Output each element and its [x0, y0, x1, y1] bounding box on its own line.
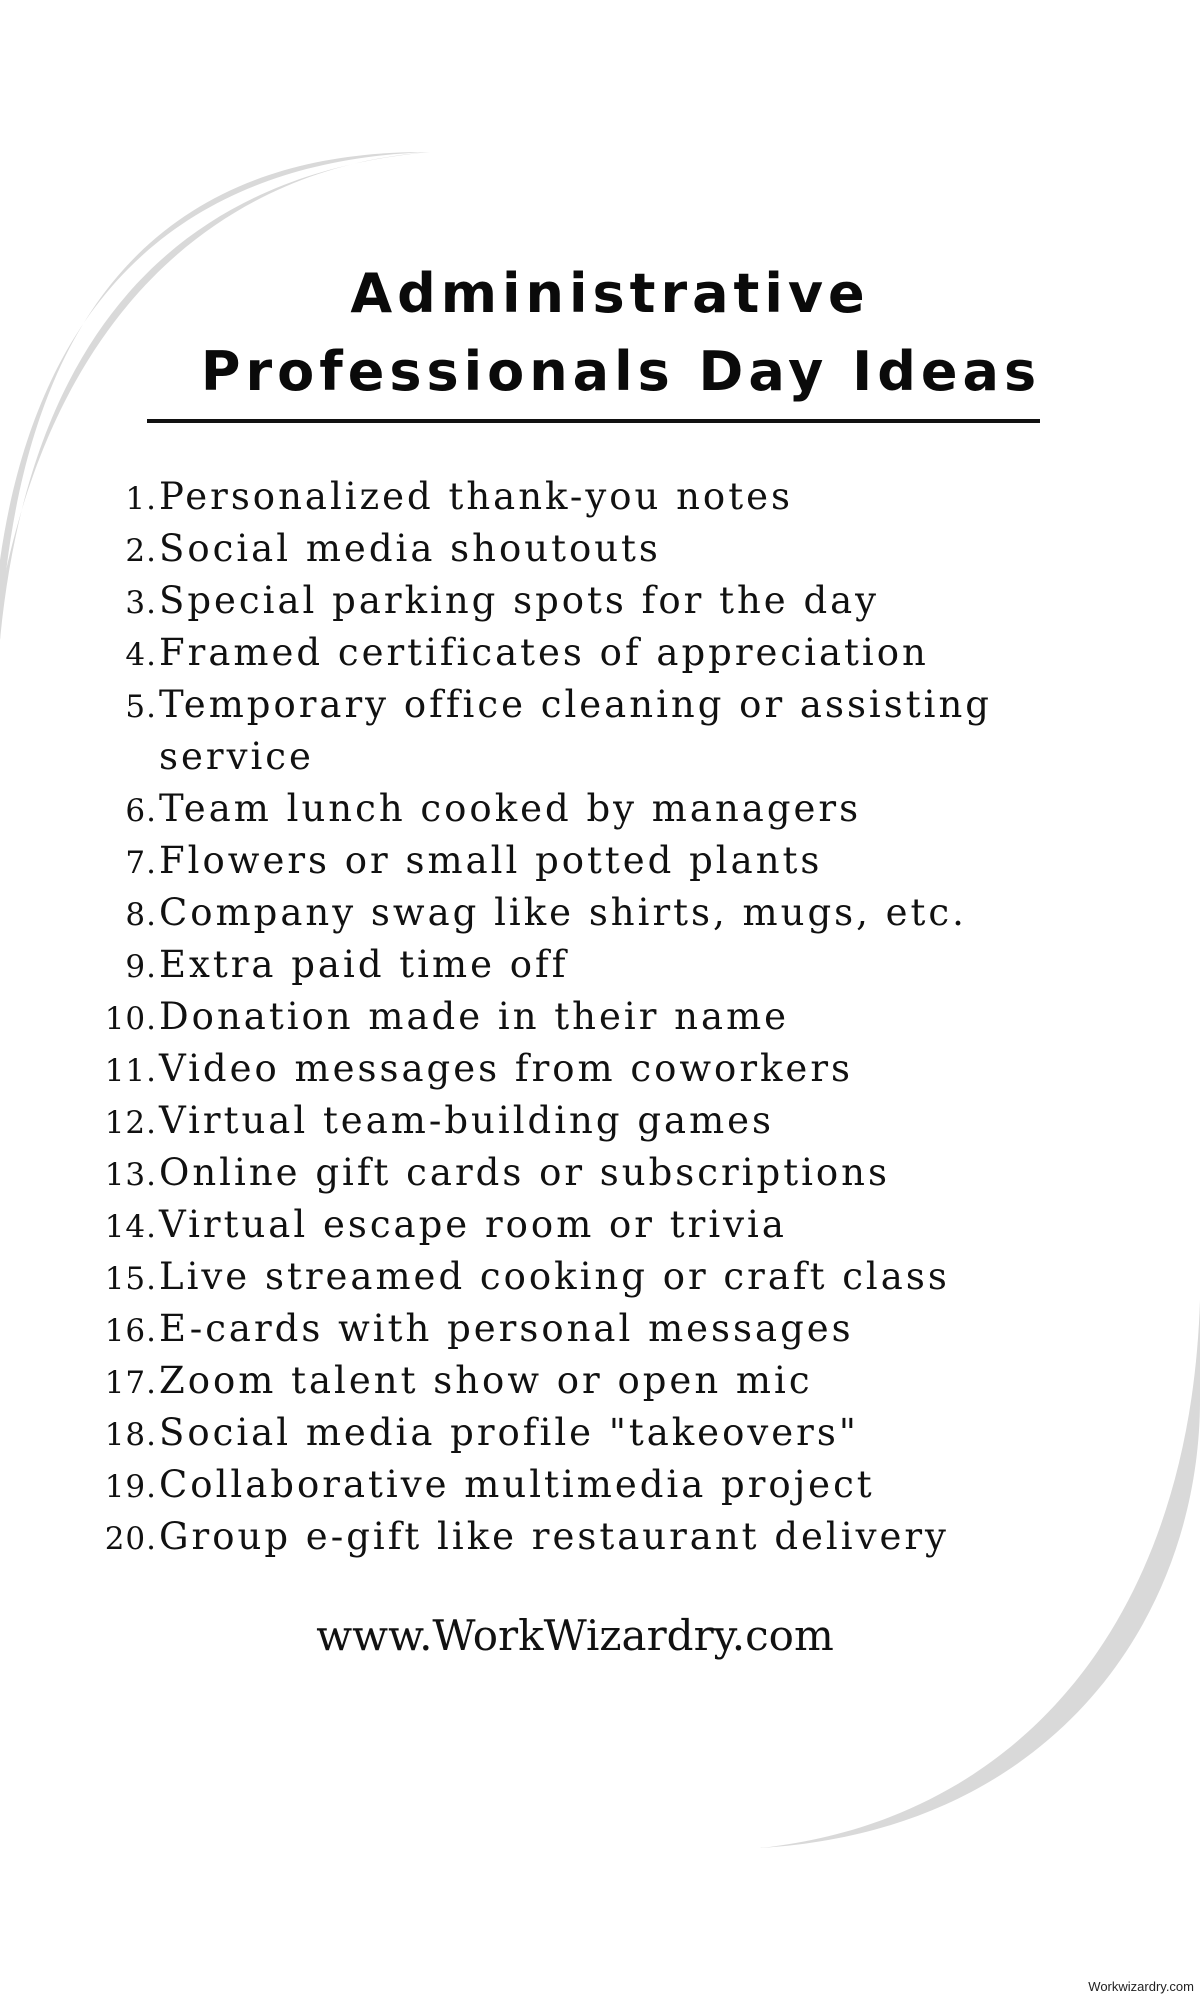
- item-number: 6.: [125, 793, 157, 829]
- item-number: 4.: [125, 637, 157, 673]
- list-item: [0, 471, 1200, 523]
- list-item: [0, 1459, 1200, 1511]
- list-item: [0, 1511, 1200, 1563]
- list-item: [0, 1407, 1200, 1459]
- list-item: [0, 679, 1200, 783]
- item-text: Special parking spots for the day: [159, 579, 880, 622]
- item-text: Collaborative multimedia project: [159, 1463, 875, 1506]
- page-title-line-2: Professionals Day Ideas: [200, 340, 1042, 403]
- item-text: Virtual escape room or trivia: [159, 1203, 787, 1246]
- item-text: Company swag like shirts, mugs, etc.: [159, 891, 967, 934]
- list-item: [0, 1043, 1200, 1095]
- item-number: 3.: [125, 585, 157, 621]
- page-title-line-1: Administrative: [350, 262, 870, 325]
- item-text: Virtual team-building games: [159, 1099, 775, 1142]
- list-item: [0, 627, 1200, 679]
- item-number: 11.: [104, 1053, 157, 1089]
- list-item: [0, 1355, 1200, 1407]
- item-text: Social media profile "takeovers": [159, 1411, 859, 1454]
- item-text: Social media shoutouts: [159, 527, 661, 570]
- list-item: [0, 835, 1200, 887]
- item-text: E-cards with personal messages: [159, 1307, 854, 1350]
- item-text: Donation made in their name: [159, 995, 790, 1038]
- list-item: [0, 1199, 1200, 1251]
- item-text: Extra paid time off: [159, 943, 569, 986]
- list-item: [0, 887, 1200, 939]
- item-number: 19.: [104, 1469, 157, 1505]
- list-item: [0, 783, 1200, 835]
- list-item: [0, 1147, 1200, 1199]
- list-item: [0, 575, 1200, 627]
- list-item: [0, 939, 1200, 991]
- item-number: 10.: [104, 1001, 157, 1037]
- item-text: Framed certificates of appreciation: [159, 631, 929, 674]
- item-number: 8.: [125, 897, 157, 933]
- item-text: Temporary office cleaning or assisting: [159, 683, 992, 726]
- list-item: [0, 1303, 1200, 1355]
- item-number: 17.: [104, 1365, 157, 1401]
- item-text: Personalized thank-you notes: [159, 475, 793, 518]
- list-item: [0, 1251, 1200, 1303]
- item-number: 2.: [125, 533, 157, 569]
- item-number: 20.: [104, 1521, 157, 1557]
- website-link[interactable]: www.WorkWizardry.com: [316, 1611, 834, 1660]
- list-item: [0, 991, 1200, 1043]
- item-number: 14.: [104, 1209, 157, 1245]
- item-text: Group e-gift like restaurant delivery: [159, 1515, 949, 1558]
- item-text: Video messages from coworkers: [159, 1047, 853, 1090]
- item-number: 7.: [125, 845, 157, 881]
- item-number: 5.: [125, 689, 157, 725]
- item-text-continued: service: [159, 735, 314, 778]
- list-item: [0, 523, 1200, 575]
- item-number: 15.: [104, 1261, 157, 1297]
- item-text: Zoom talent show or open mic: [159, 1359, 813, 1402]
- item-number: 13.: [104, 1157, 157, 1193]
- item-text: Online gift cards or subscriptions: [159, 1151, 890, 1194]
- item-text: Team lunch cooked by managers: [159, 787, 862, 830]
- list-item: [0, 1095, 1200, 1147]
- item-number: 18.: [104, 1417, 157, 1453]
- item-text: Live streamed cooking or craft class: [159, 1255, 950, 1298]
- watermark-credit: Workwizardry.com: [1088, 1979, 1194, 1994]
- item-number: 16.: [104, 1313, 157, 1349]
- item-number: 9.: [125, 949, 157, 985]
- item-number: 12.: [104, 1105, 157, 1141]
- item-text: Flowers or small potted plants: [159, 839, 823, 882]
- item-number: 1.: [125, 481, 157, 517]
